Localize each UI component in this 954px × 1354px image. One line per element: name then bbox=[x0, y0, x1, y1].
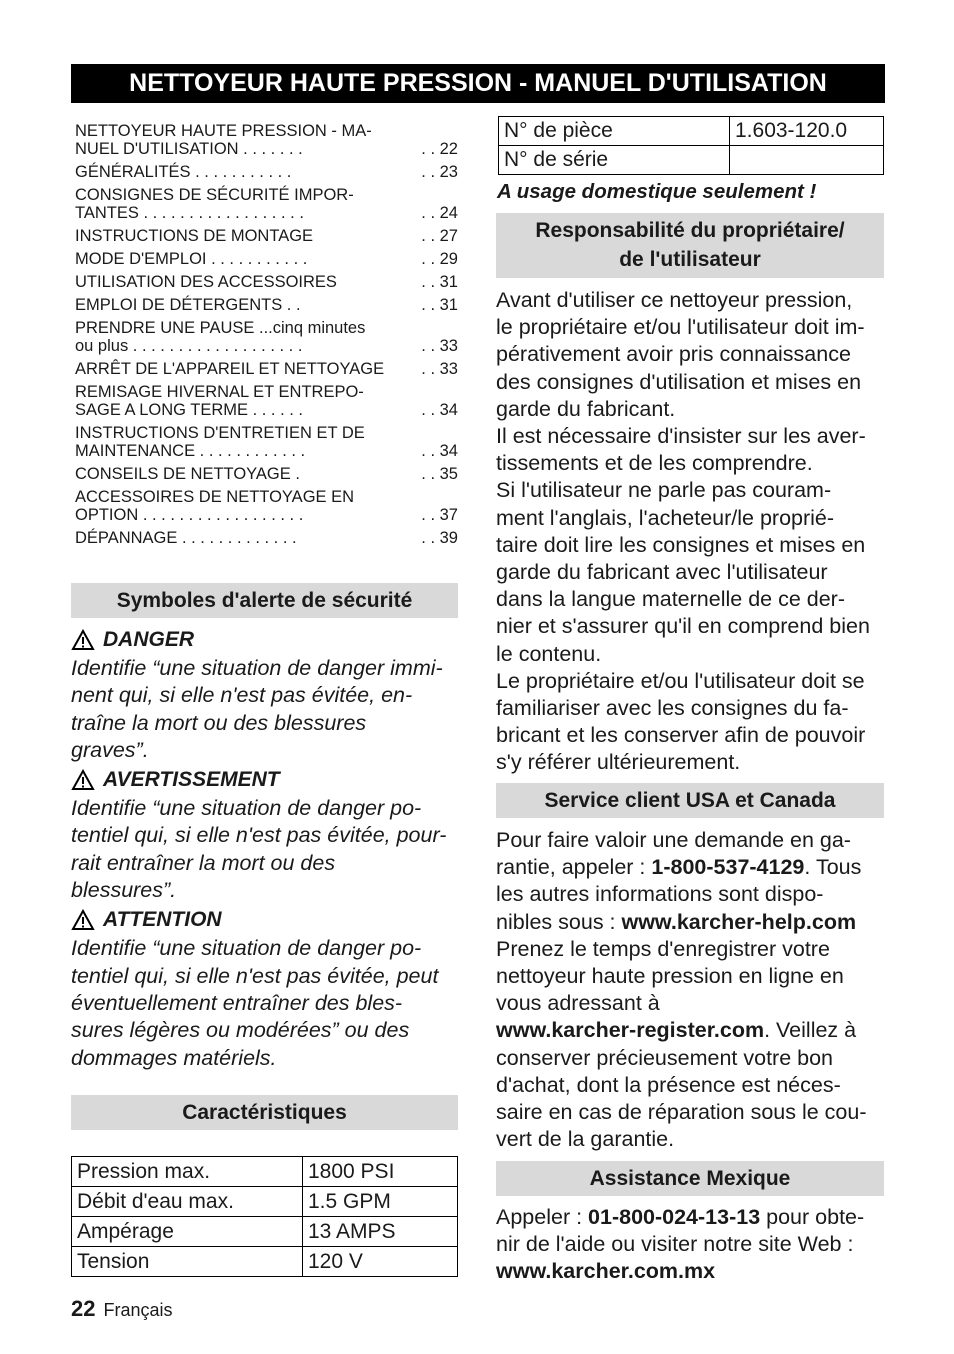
alert-warning bbox=[71, 768, 458, 904]
toc-entry-label: INSTRUCTIONS D'ENTRETIEN ET DE MAINTENANCE . . . . . . . . . . . . bbox=[75, 424, 365, 460]
toc-entry-page: . . 31 bbox=[421, 273, 458, 291]
service-text-part: . Tous les autres informations sont dispo- nibles sous : bbox=[496, 855, 862, 934]
toc-entry-label: EMPLOI DE DÉTERGENTS . . bbox=[75, 296, 301, 314]
mexico-text-part: pour obte- nir de l'aide ou visiter notre site Web : bbox=[496, 1205, 865, 1257]
toc-entry-label: NETTOYEUR HAUTE PRESSION - MA- NUEL D'UTILISATION . . . . . . . bbox=[75, 122, 372, 158]
warning-triangle-icon bbox=[71, 629, 95, 651]
alert-text: Identifie “une situation de danger immi- nent qui, si elle n'est pas évitée, en- traîne la mort ou des blessures graves”. bbox=[71, 656, 443, 762]
responsibility-heading: Responsabilité du propriétaire/ de l'utilisateur bbox=[496, 213, 884, 278]
page-footer bbox=[71, 1296, 173, 1322]
mexico-phone: 01-800-024-13-13 bbox=[588, 1205, 761, 1229]
toc-entry-label: MODE D'EMPLOI . . . . . . . . . . . bbox=[75, 250, 308, 268]
toc-entry[interactable] bbox=[75, 273, 458, 291]
mexico-text bbox=[496, 1204, 886, 1286]
service-text bbox=[496, 827, 886, 1153]
responsibility-text bbox=[496, 287, 886, 777]
part-value: 1.603-120.0 bbox=[730, 117, 884, 146]
alert-title-text: AVERTISSEMENT bbox=[103, 768, 280, 792]
help-url-link[interactable]: www.karcher-help.com bbox=[621, 909, 857, 934]
service-text-part: Prenez le temps d'enregistrer votre nettoyeur haute pression en ligne en vous adressant à bbox=[496, 936, 844, 1016]
toc-entry-label: REMISAGE HIVERNAL ET ENTREPO- SAGE A LONG TERME . . . . . . bbox=[75, 383, 364, 419]
alert-danger bbox=[71, 628, 458, 764]
spec-label: Pression max. bbox=[72, 1157, 303, 1187]
paragraph: Si l'utilisateur ne parle pas couram- ment l'anglais, l'acheteur/le proprié- taire doit lire les consignes et mises en garde du fabricant avec l'utilisateur dans la langue maternelle de ce der- nier et s'assurer qu'il en comprend bien le contenu. bbox=[496, 478, 870, 666]
toc-entry-page: . . 22 bbox=[421, 140, 458, 158]
toc-entry-page: . . 34 bbox=[421, 442, 458, 460]
toc-entry[interactable] bbox=[75, 383, 458, 419]
service-text-part: . Veillez à conserver précieusement votre bon d'achat, dont la présence est néces- saire en cas de réparation sous le cou- vert de la garantie. bbox=[496, 1018, 867, 1152]
page-title: NETTOYEUR HAUTE PRESSION - MANUEL D'UTILISATION bbox=[71, 64, 885, 103]
warning-triangle-icon bbox=[71, 909, 95, 931]
toc-entry[interactable] bbox=[75, 360, 458, 378]
toc-entry-page: . . 33 bbox=[421, 337, 458, 355]
toc-entry-label: DÉPANNAGE . . . . . . . . . . . . . bbox=[75, 529, 297, 547]
toc-entry-label: CONSEILS DE NETTOYAGE . bbox=[75, 465, 300, 483]
alert-title-text: DANGER bbox=[103, 628, 195, 651]
toc-entry[interactable] bbox=[75, 250, 458, 268]
mexico-heading: Assistance Mexique bbox=[496, 1161, 884, 1196]
table-row bbox=[72, 1247, 458, 1277]
footer-language: Français bbox=[103, 1300, 173, 1320]
toc-entry-page: . . 31 bbox=[421, 296, 458, 314]
mexico-url-link[interactable]: www.karcher.com.mx bbox=[496, 1259, 716, 1284]
alert-text: Identifie “une situation de danger po- tentiel qui, si elle n'est pas évitée, peut éventuellement entraîner des bles- sures légères ou modérées” ou des dommages matériels. bbox=[71, 936, 439, 1070]
toc-entry-page: . . 27 bbox=[421, 227, 458, 245]
toc-entry-label: GÉNÉRALITÉS . . . . . . . . . . . bbox=[75, 163, 292, 181]
toc-entry[interactable] bbox=[75, 163, 458, 181]
alert-caution bbox=[71, 908, 458, 1071]
paragraph: Il est nécessaire d'insister sur les aver- tissements et de les comprendre. bbox=[496, 424, 866, 476]
spec-value: 1.5 GPM bbox=[303, 1187, 458, 1217]
toc-entry[interactable] bbox=[75, 296, 458, 314]
toc-entry[interactable] bbox=[75, 122, 458, 158]
toc-entry[interactable] bbox=[75, 424, 458, 460]
paragraph: Le propriétaire et/ou l'utilisateur doit se familiariser avec les consignes du fa- bricant et les conserver afin de pouvoir s'y référer ultérieurement. bbox=[496, 668, 866, 775]
toc-entry[interactable] bbox=[75, 488, 458, 524]
spec-value: 13 AMPS bbox=[303, 1217, 458, 1247]
domestic-use-note: A usage domestique seulement ! bbox=[497, 180, 817, 203]
spec-label: Ampérage bbox=[72, 1217, 303, 1247]
page-number: 22 bbox=[71, 1296, 96, 1321]
toc-entry-label: UTILISATION DES ACCESSOIRES bbox=[75, 273, 337, 291]
specs-heading: Caractéristiques bbox=[71, 1095, 458, 1130]
toc-entry-page: . . 35 bbox=[421, 465, 458, 483]
alert-title-text: ATTENTION bbox=[103, 908, 222, 932]
toc-entry-page: . . 29 bbox=[421, 250, 458, 268]
toc-entry-page: . . 34 bbox=[421, 401, 458, 419]
paragraph: Avant d'utiliser ce nettoyeur pression, le propriétaire et/ou l'utilisateur doit im- pérativement avoir pris connaissance des consignes d'utilisation et mises en garde du fabricant. bbox=[496, 288, 865, 421]
toc-entry-page: . . 24 bbox=[421, 204, 458, 222]
right-column bbox=[496, 0, 884, 1354]
part-label: N° de pièce bbox=[499, 117, 730, 146]
toc-entry-label: CONSIGNES DE SÉCURITÉ IMPOR- TANTES . . . . . . . . . . . . . . . . . . bbox=[75, 186, 354, 222]
table-row bbox=[499, 117, 884, 146]
spec-value: 1800 PSI bbox=[303, 1157, 458, 1187]
alert-title bbox=[71, 628, 458, 652]
toc-entry-page: . . 37 bbox=[421, 506, 458, 524]
part-value bbox=[730, 146, 884, 175]
alerts-block bbox=[71, 628, 458, 1072]
table-row bbox=[499, 146, 884, 175]
toc-entry-label: ACCESSOIRES DE NETTOYAGE EN OPTION . . . . . . . . . . . . . . . . . . bbox=[75, 488, 355, 524]
toc-entry-label: PRENDRE UNE PAUSE ...cinq minutes ou plus . . . . . . . . . . . . . . . . . . . bbox=[75, 319, 366, 355]
part-label: N° de série bbox=[499, 146, 730, 175]
safety-heading: Symboles d'alerte de sécurité bbox=[71, 583, 458, 618]
toc-entry-label: INSTRUCTIONS DE MONTAGE bbox=[75, 227, 314, 245]
warning-triangle-icon bbox=[71, 769, 95, 791]
service-phone: 1-800-537-4129 bbox=[651, 855, 805, 880]
table-row bbox=[72, 1157, 458, 1187]
mexico-text-part: Appeler : bbox=[496, 1205, 589, 1229]
spec-value: 120 V bbox=[303, 1247, 458, 1277]
alert-text: Identifie “une situation de danger po- tentiel qui, si elle n'est pas évitée, pour- rait entraîner la mort ou des blessures”. bbox=[71, 796, 447, 903]
service-text-part: Pour faire valoir une demande en ga- rantie, appeler : bbox=[496, 828, 851, 880]
service-heading: Service client USA et Canada bbox=[496, 783, 884, 818]
alert-title bbox=[71, 908, 458, 932]
spec-label: Débit d'eau max. bbox=[72, 1187, 303, 1217]
toc-entry-page: . . 23 bbox=[421, 163, 458, 181]
toc-entry[interactable] bbox=[75, 465, 458, 483]
part-table bbox=[498, 116, 884, 175]
register-url-link[interactable]: www.karcher-register.com bbox=[496, 1018, 765, 1043]
table-row bbox=[72, 1217, 458, 1247]
specs-table bbox=[71, 1156, 458, 1277]
left-column bbox=[71, 0, 458, 1354]
alert-title bbox=[71, 768, 458, 792]
toc-entry-page: . . 39 bbox=[421, 529, 458, 547]
spec-label: Tension bbox=[72, 1247, 303, 1277]
table-row bbox=[72, 1187, 458, 1217]
toc-entry[interactable] bbox=[75, 227, 458, 245]
toc-entry-label: ARRÊT DE L'APPAREIL ET NETTOYAGE bbox=[75, 360, 385, 378]
toc-entry[interactable] bbox=[75, 319, 458, 355]
toc-entry[interactable] bbox=[75, 529, 458, 547]
table-of-contents bbox=[75, 122, 458, 552]
toc-entry[interactable] bbox=[75, 186, 458, 222]
toc-entry-page: . . 33 bbox=[421, 360, 458, 378]
